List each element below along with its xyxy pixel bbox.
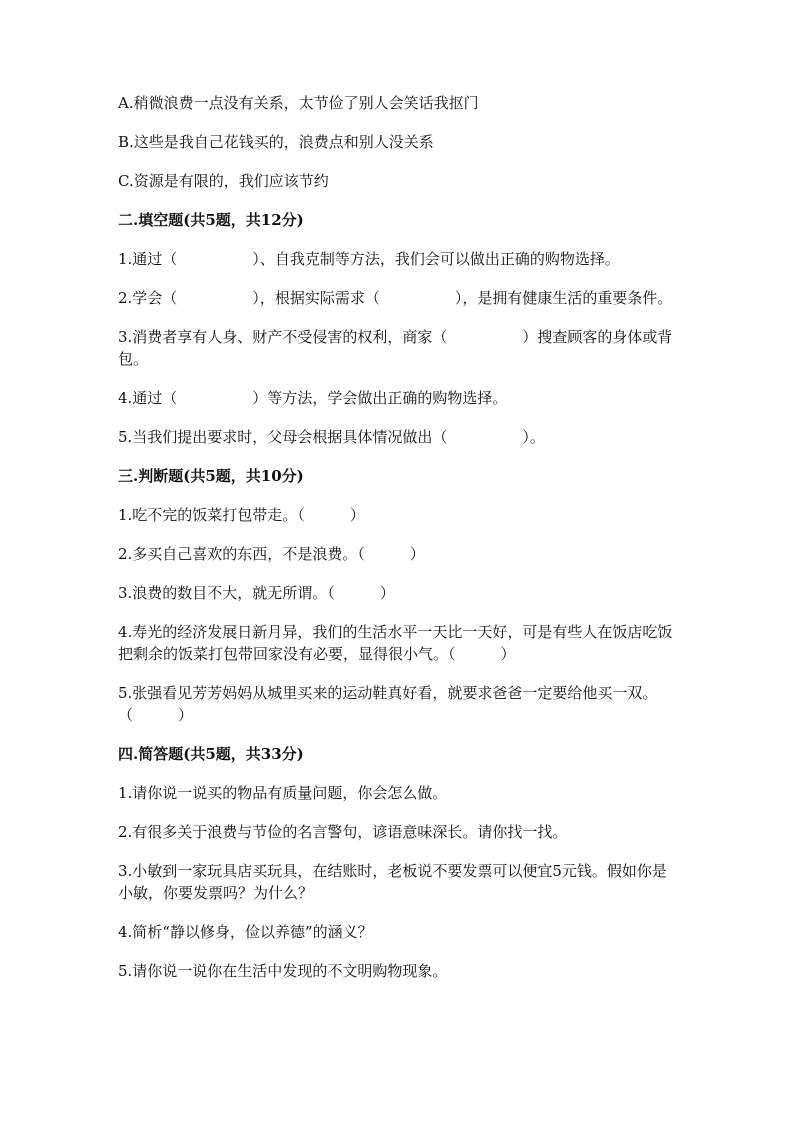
fill-in-question-2: 2.学会（ ），根据实际需求（ ），是拥有健康生活的重要条件。 xyxy=(118,289,673,307)
true-false-question-5: 5.张强看见芳芳妈妈从城里买来的运动鞋真好看，就要求爸爸一定要给他买一双。（ ） xyxy=(118,684,658,724)
exam-page xyxy=(118,92,678,999)
true-false-question-3: 3.浪费的数目不大，就无所谓。（ ） xyxy=(118,584,395,602)
section-title-fill-in: 二.填空题(共5题，共12分) xyxy=(118,211,304,229)
short-answer-question-4: 4.简析“静以修身，俭以养德”的涵义？ xyxy=(118,923,373,941)
section-title-true-false: 三.判断题(共5题，共10分) xyxy=(118,467,304,485)
fill-in-question-3: 3.消费者享有人身、财产不受侵害的权利，商家（ ）搜查顾客的身体或背包。 xyxy=(118,328,673,368)
section-title-short-answer: 四.简答题(共5题，共33分) xyxy=(118,745,304,763)
fill-in-question-5: 5.当我们提出要求时，父母会根据具体情况做出（ ）。 xyxy=(118,428,545,446)
option-a: A.稍微浪费一点没有关系，太节俭了别人会笑话我抠门 xyxy=(118,94,479,112)
fill-in-question-1: 1.通过（ ）、自我克制等方法，我们会可以做出正确的购物选择。 xyxy=(118,250,620,268)
short-answer-question-5: 5.请你说一说你在生活中发现的不文明购物现象。 xyxy=(118,962,448,980)
short-answer-question-3: 3.小敏到一家玩具店买玩具，在结账时，老板说不要发票可以便宜5元钱。假如你是小敏，你要发票吗？为什么？ xyxy=(118,862,667,902)
option-b: B.这些是我自己花钱买的，浪费点和别人没关系 xyxy=(118,133,434,151)
true-false-question-4: 4.寿光的经济发展日新月异，我们的生活水平一天比一天好，可是有些人在饭店吃饭把剩余的饭菜打包带回家没有必要，显得很小气。（ ） xyxy=(118,623,673,663)
true-false-question-1: 1.吃不完的饭菜打包带走。（ ） xyxy=(118,506,365,524)
short-answer-question-1: 1.请你说一说买的物品有质量问题，你会怎么做。 xyxy=(118,784,448,802)
true-false-question-2: 2.多买自己喜欢的东西，不是浪费。（ ） xyxy=(118,545,425,563)
short-answer-question-2: 2.有很多关于浪费与节俭的名言警句，谚语意味深长。请你找一找。 xyxy=(118,823,568,841)
option-c: C.资源是有限的，我们应该节约 xyxy=(118,172,329,190)
fill-in-question-4: 4.通过（ ）等方法，学会做出正确的购物选择。 xyxy=(118,389,508,407)
